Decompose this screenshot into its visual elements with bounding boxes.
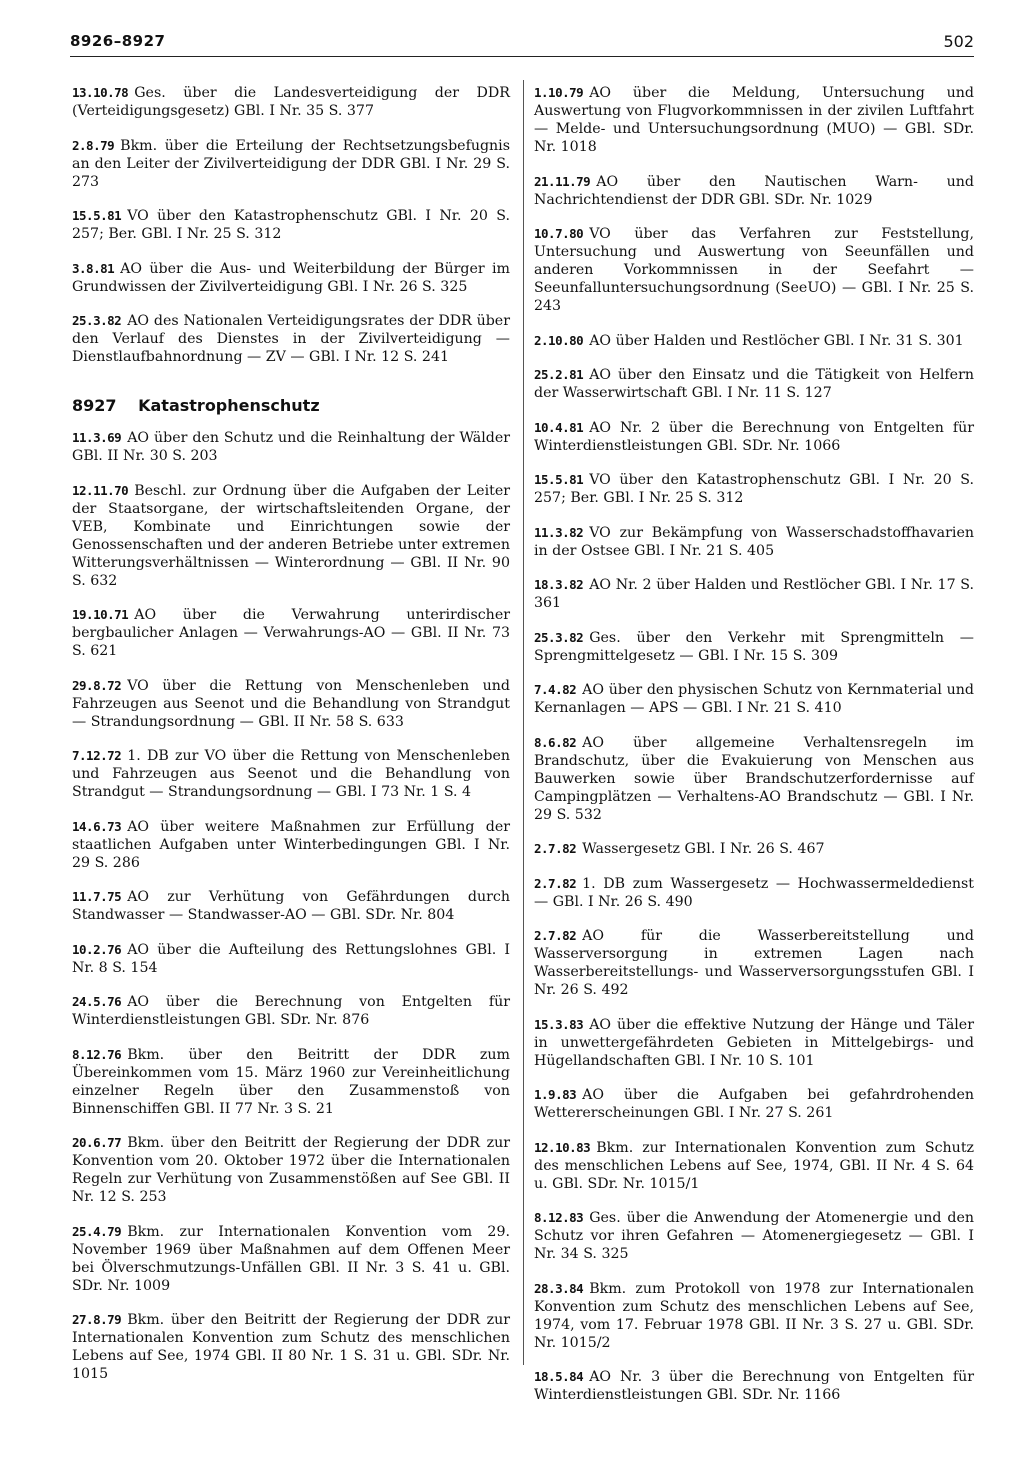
law-entry xyxy=(534,332,974,350)
entry-text: AO Nr. 2 über Halden und Restlöcher GBl. I Nr. 17 S. 361 xyxy=(534,577,974,611)
entry-date: 25.3.82 xyxy=(534,629,584,645)
entry-date: 15.5.81 xyxy=(72,208,122,223)
page-header xyxy=(70,32,974,56)
header-rule xyxy=(70,56,974,57)
left-entries-before xyxy=(72,84,510,366)
law-entry xyxy=(72,677,510,731)
entry-text: Bkm. zur Internationalen Konvention vom 29. November 1969 über Maßnahmen auf dem Offenen Meer bei Ölverschmutzungs-Unfällen GBl. II Nr. 3 S. 41 u. GBl. SDr. Nr. 1009 xyxy=(72,1223,510,1294)
entry-text: Ges. über den Verkehr mit Sprengmitteln — Sprengmittelgesetz — GBl. I Nr. 15 S. 309 xyxy=(534,629,974,664)
column-divider xyxy=(523,80,524,1365)
law-entry xyxy=(72,941,510,977)
entry-text: AO für die Wasserbereitstellung und Wasserversorgung in extremen Lagen nach Wasserbereitstellungs- und Wasserversorgungsstufen GBl. I Nr. 26 S. 492 xyxy=(534,928,974,998)
law-entry xyxy=(72,84,510,120)
entry-text: AO über Halden und Restlöcher GBl. I Nr. 31 S. 301 xyxy=(589,332,964,349)
entry-text: Bkm. zum Protokoll von 1978 zur Internationalen Konvention zum Schutz des menschlichen Lebens auf See, 1974, vom 17. Februar 1978 GBl. II Nr. 3 S. 27 u. GBl. SDr. Nr. 1015/2 xyxy=(534,1280,974,1351)
entry-text: Ges. über die Landesverteidigung der DDR (Verteidigungsgesetz) GBl. I Nr. 35 S. 377 xyxy=(72,85,510,119)
entry-text: AO über den physischen Schutz von Kernmaterial und Kernanlagen — APS — GBl. I Nr. 21 S. 410 xyxy=(534,682,974,716)
left-entries-after xyxy=(72,429,510,1383)
entry-text: Beschl. zur Ordnung über die Aufgaben der Leiter der Staatsorgane, der wirtschaftsleitenden Organe, der VEB, Kombinate und Einrichtungen sowie der Genossenschaften und der anderen Betriebe unter extremen Witterungsverhältnissen — Winterordnung — GBl. II Nr. 90 S. 632 xyxy=(72,482,511,589)
entry-text: AO Nr. 3 über die Berechnung von Entgelten für Winterdienstleistungen GBl. SDr. Nr. 1166 xyxy=(534,1369,974,1403)
law-entry xyxy=(534,419,974,455)
law-entry xyxy=(534,173,974,209)
law-entry xyxy=(72,888,510,924)
entry-date: 11.7.75 xyxy=(72,889,122,904)
entry-text: AO über die Aufgaben bei gefahrdrohenden Wettererscheinungen GBl. I Nr. 27 S. 261 xyxy=(534,1087,974,1121)
law-entry xyxy=(72,1134,510,1206)
entry-date: 12.11.70 xyxy=(72,482,129,498)
entry-date: 1.10.79 xyxy=(534,85,584,100)
left-column xyxy=(72,84,510,1400)
right-column xyxy=(534,84,974,1421)
entry-date: 2.10.80 xyxy=(534,332,584,348)
section-title: Katastrophenschutz xyxy=(138,396,320,415)
entry-text: Ges. über die Anwendung der Atomenergie und den Schutz vor ihren Gefahren — Atomenergiegesetz — GBl. I Nr. 34 S. 325 xyxy=(534,1210,974,1262)
law-entry xyxy=(534,681,974,717)
entry-date: 14.6.73 xyxy=(72,818,122,834)
entry-date: 21.11.79 xyxy=(534,173,591,189)
law-entry xyxy=(534,1368,974,1404)
section-heading xyxy=(72,396,510,415)
entry-date: 10.4.81 xyxy=(534,419,584,435)
entry-text: AO über den Einsatz und die Tätigkeit von Helfern der Wasserwirtschaft GBl. I Nr. 11 S. 127 xyxy=(534,367,974,401)
entry-date: 10.7.80 xyxy=(534,226,584,241)
law-entry xyxy=(534,875,974,911)
entry-date: 2.7.82 xyxy=(534,928,577,943)
law-entry xyxy=(534,1280,974,1352)
entry-text: VO zur Bekämpfung von Wasserschadstoffhavarien in der Ostsee GBl. I Nr. 21 S. 405 xyxy=(534,524,974,559)
entry-date: 2.8.79 xyxy=(72,137,115,153)
law-entry xyxy=(72,312,510,366)
entry-date: 7.12.72 xyxy=(72,748,122,763)
entry-text: AO über die Aufteilung des Rettungslohnes GBl. I Nr. 8 S. 154 xyxy=(72,941,510,976)
law-entry xyxy=(534,734,974,824)
law-entry xyxy=(72,818,510,872)
law-entry xyxy=(534,84,974,156)
entry-date: 2.7.82 xyxy=(534,841,577,856)
entry-text: Wassergesetz GBl. I Nr. 26 S. 467 xyxy=(582,841,825,857)
entry-text: VO über das Verfahren zur Feststellung, Untersuchung und Auswertung von Seeunfällen und anderen Vorkommnissen in der Seefahrt — Seeunfalluntersuchungsordnung (SeeUO) — GBl. I Nr. 25 S. 243 xyxy=(534,226,974,314)
entry-text: AO über den Schutz und die Reinhaltung der Wälder GBl. II Nr. 30 S. 203 xyxy=(72,430,510,464)
entry-date: 2.7.82 xyxy=(534,875,577,891)
entry-date: 27.8.79 xyxy=(72,1312,122,1327)
entry-date: 29.8.72 xyxy=(72,677,122,693)
page-range: 8926–8927 xyxy=(70,32,166,50)
law-entry xyxy=(534,1086,974,1122)
entry-date: 13.10.78 xyxy=(72,85,129,100)
law-entry xyxy=(72,747,510,801)
entry-text: AO über die Verwahrung unterirdischer bergbaulicher Anlagen — Verwahrungs-AO — GBl. II Nr. 73 S. 621 xyxy=(72,607,510,659)
entry-text: AO zur Verhütung von Gefährdungen durch Standwasser — Standwasser-AO — GBl. SDr. Nr. 804 xyxy=(72,889,510,923)
entry-text: AO des Nationalen Verteidigungsrates der DDR über den Verlauf des Dienstes in der Zivilverteidigung — Dienstlaufbahnordnung — ZV — GBl. I Nr. 12 S. 241 xyxy=(72,313,510,365)
entry-date: 7.4.82 xyxy=(534,682,577,697)
entry-date: 10.2.76 xyxy=(72,941,122,957)
law-entry xyxy=(72,1046,510,1118)
law-entry xyxy=(72,1223,510,1295)
entry-text: 1. DB zum Wassergesetz — Hochwassermeldedienst — GBl. I Nr. 26 S. 490 xyxy=(534,875,974,910)
law-entry xyxy=(534,225,974,315)
entry-text: AO über allgemeine Verhaltensregeln im Brandschutz, über die Evakuierung von Menschen aus Bauwerken sowie über Brandschutzerfordernisse auf Campingplätzen — Verhaltens-AO Brandschutz — GBl. I Nr. 29 S. 532 xyxy=(534,734,974,823)
law-entry xyxy=(534,524,974,560)
entry-date: 28.3.84 xyxy=(534,1280,584,1296)
law-entry xyxy=(72,993,510,1029)
entry-date: 20.6.77 xyxy=(72,1135,122,1150)
law-entry xyxy=(72,606,510,660)
section-number: 8927 xyxy=(72,396,117,415)
entry-text: 1. DB zur VO über die Rettung von Menschenleben und Fahrzeugen aus Seenot und die Behandlung von Strandgut — Strandungsordnung — GBl. I 73 Nr. 1 S. 4 xyxy=(72,748,510,800)
entry-date: 12.10.83 xyxy=(534,1139,591,1155)
entry-text: AO Nr. 2 über die Berechnung von Entgelten für Winterdienstleistungen GBl. SDr. Nr. 1066 xyxy=(534,419,974,454)
entry-text: AO über die Berechnung von Entgelten für Winterdienstleistungen GBl. SDr. Nr. 876 xyxy=(72,994,510,1028)
law-entry xyxy=(72,429,510,465)
entry-date: 18.5.84 xyxy=(534,1369,584,1384)
law-entry xyxy=(534,366,974,402)
entry-date: 19.10.71 xyxy=(72,607,129,622)
entry-date: 1.9.83 xyxy=(534,1087,577,1102)
entry-date: 25.3.82 xyxy=(72,313,122,328)
law-entry xyxy=(72,1311,510,1383)
entry-text: AO über die effektive Nutzung der Hänge und Täler in unwettergefährdeten Gebieten in Mittelgebirgs- und Hügellandschaften GBl. I Nr. 10 S. 101 xyxy=(534,1016,974,1069)
law-entry xyxy=(534,1209,974,1263)
entry-text: Bkm. über den Beitritt der Regierung der DDR zur Konvention vom 20. Oktober 1972 über die Internationalen Regeln zur Verhütung von Zusammenstößen auf See GBl. II Nr. 12 S. 253 xyxy=(72,1135,510,1205)
entry-date: 18.3.82 xyxy=(534,577,584,592)
law-entry xyxy=(534,840,974,858)
page-number: 502 xyxy=(943,32,974,51)
entry-date: 25.4.79 xyxy=(72,1223,122,1239)
law-entry xyxy=(72,260,510,296)
entry-text: VO über den Katastrophenschutz GBl. I Nr. 20 S. 257; Ber. GBl. I Nr. 25 S. 312 xyxy=(534,472,974,506)
entry-date: 11.3.82 xyxy=(534,524,584,540)
entry-text: AO über die Meldung, Untersuchung und Auswertung von Flugvorkommnissen in der zivilen Luftfahrt — Melde- und Untersuchungsordnung (MUO) — GBl. SDr. Nr. 1018 xyxy=(534,85,974,155)
law-entry xyxy=(534,576,974,612)
law-entry xyxy=(534,1016,974,1070)
right-entries xyxy=(534,84,974,1404)
entry-text: AO über weitere Maßnahmen zur Erfüllung der staatlichen Aufgaben unter Winterbedingungen GBl. I Nr. 29 S. 286 xyxy=(72,818,510,871)
entry-text: Bkm. zur Internationalen Konvention zum Schutz des menschlichen Lebens auf See, 1974, GBl. II Nr. 4 S. 64 u. GBl. SDr. Nr. 1015/1 xyxy=(534,1139,974,1192)
entry-date: 8.12.76 xyxy=(72,1046,122,1062)
entry-text: VO über den Katastrophenschutz GBl. I Nr. 20 S. 257; Ber. GBl. I Nr. 25 S. 312 xyxy=(72,208,510,242)
entry-date: 25.2.81 xyxy=(534,367,584,382)
law-entry xyxy=(534,629,974,665)
entry-date: 8.6.82 xyxy=(534,734,577,750)
entry-date: 24.5.76 xyxy=(72,994,122,1009)
law-entry xyxy=(534,1139,974,1193)
entry-date: 15.3.83 xyxy=(534,1016,584,1032)
law-entry xyxy=(534,471,974,507)
entry-text: Bkm. über den Beitritt der Regierung der DDR zur Internationalen Konvention zum Schutz des menschlichen Lebens auf See, 1974 GBl. II 80 Nr. 1 S. 31 u. GBl. SDr. Nr. 1015 xyxy=(72,1312,510,1382)
entry-text: AO über die Aus- und Weiterbildung der Bürger im Grundwissen der Zivilverteidigung GBl. I Nr. 26 S. 325 xyxy=(72,260,510,295)
law-entry xyxy=(72,137,510,191)
entry-date: 11.3.69 xyxy=(72,430,122,445)
entry-text: VO über die Rettung von Menschenleben und Fahrzeugen aus Seenot und die Behandlung von Strandgut — Strandungsordnung — GBl. II Nr. 58 S. 633 xyxy=(72,677,510,730)
law-entry xyxy=(72,482,510,590)
entry-text: Bkm. über den Beitritt der DDR zum Übereinkommen vom 15. März 1960 zur Vereinheitlichung einzelner Regeln über den Zusammenstoß von Binnenschiffen GBl. II 77 Nr. 3 S. 21 xyxy=(72,1046,510,1117)
entry-date: 15.5.81 xyxy=(534,472,584,487)
law-entry xyxy=(534,927,974,999)
law-entry xyxy=(72,207,510,243)
entry-date: 3.8.81 xyxy=(72,260,115,276)
entry-text: Bkm. über die Erteilung der Rechtsetzungsbefugnis an den Leiter der Zivilverteidigung der DDR GBl. I Nr. 29 S. 273 xyxy=(72,137,510,190)
entry-date: 8.12.83 xyxy=(534,1210,584,1225)
entry-text: AO über den Nautischen Warn- und Nachrichtendienst der DDR GBl. SDr. Nr. 1029 xyxy=(534,173,974,208)
